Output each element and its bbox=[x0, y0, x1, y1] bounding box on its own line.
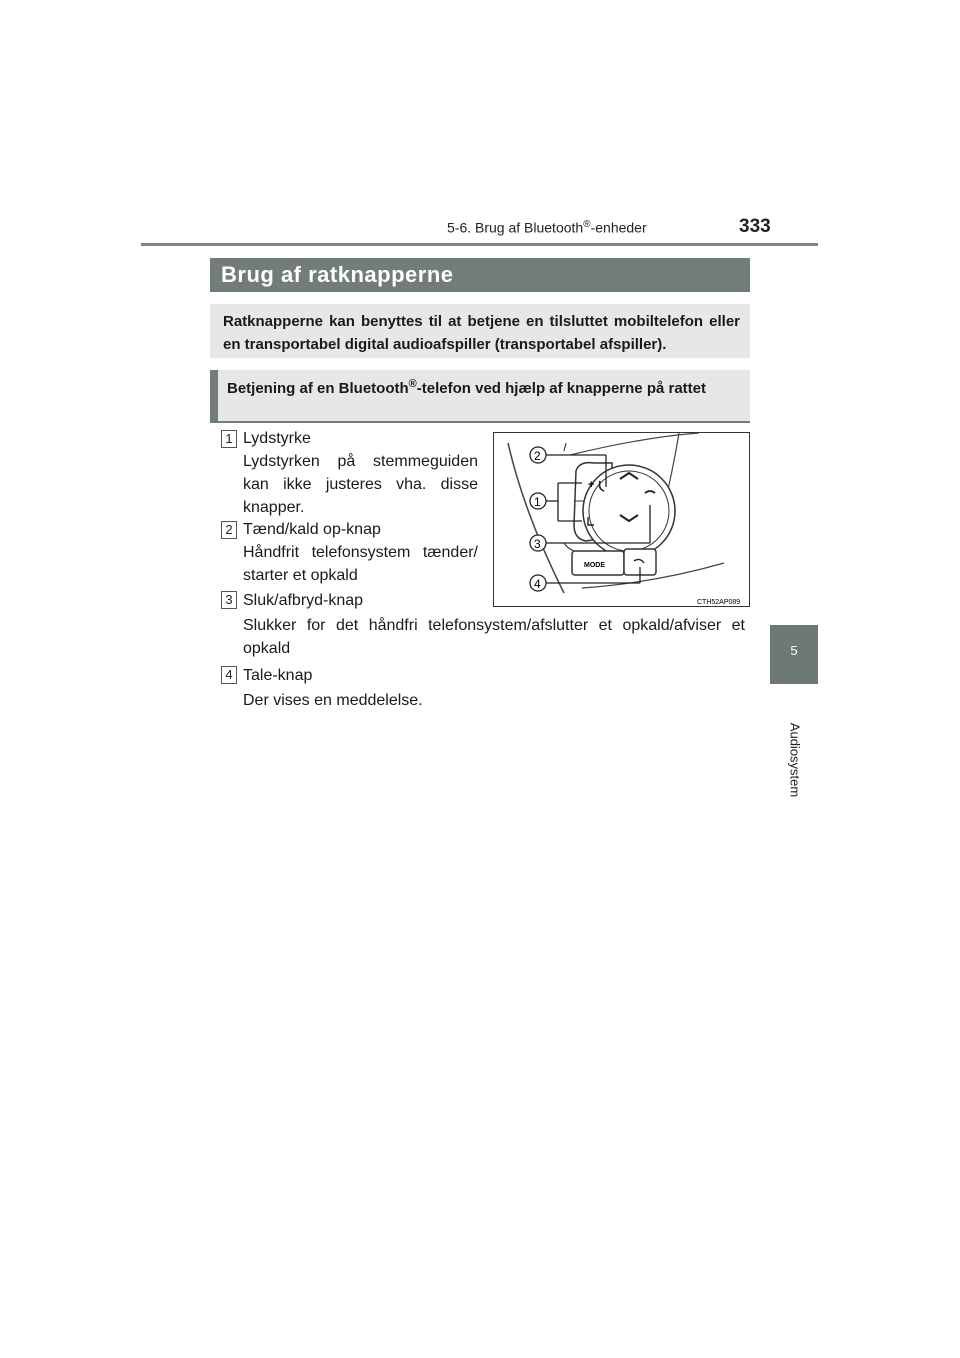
item-description: Lydstyrken på stemmeguiden kan ikke justeres vha. disse knapper. bbox=[243, 453, 478, 516]
figure-code: CTH52AP089 bbox=[697, 599, 741, 606]
section-title: Brug af ratknapperne bbox=[221, 262, 454, 287]
steering-switch-figure bbox=[493, 432, 750, 607]
side-tab-label-text: Audiosystem bbox=[787, 722, 803, 798]
subsection-title-prefix: Betjening af en Bluetooth bbox=[227, 380, 409, 397]
page-number: 333 bbox=[739, 216, 771, 237]
item-number: 3 bbox=[221, 591, 237, 609]
plus-label: + bbox=[588, 479, 595, 491]
controller-inner-ring bbox=[589, 471, 669, 551]
mode-label: MODE bbox=[584, 562, 605, 569]
callout-2-label: 2 bbox=[534, 449, 541, 463]
wheel-rim-line bbox=[508, 443, 564, 593]
side-tab-number: 5 bbox=[790, 643, 798, 658]
subsection-title-reg: ® bbox=[408, 378, 417, 390]
header-section bbox=[447, 219, 647, 236]
item-description: Der vises en meddelelse. bbox=[243, 692, 423, 709]
subsection-box bbox=[210, 370, 750, 421]
item-description: Slukker for det håndfri telefonsystem/afslutter et opkald/afviser et opkald bbox=[243, 617, 745, 657]
item-title: Tænd/kald op-knap bbox=[243, 521, 381, 538]
subsection-rule bbox=[210, 421, 750, 423]
subsection-title bbox=[227, 373, 742, 400]
callout-4-label: 4 bbox=[534, 577, 541, 591]
item-title: Tale-knap bbox=[243, 667, 313, 684]
item-title: Lydstyrke bbox=[243, 430, 311, 447]
steering-switch-illustration bbox=[494, 433, 751, 608]
item-description: Håndfrit telefonsystem tænder/ starter et opkald bbox=[243, 544, 478, 584]
callout-1-label: 1 bbox=[534, 495, 541, 509]
side-tab-label bbox=[781, 690, 809, 830]
item-number: 1 bbox=[221, 430, 237, 448]
callout-3-label: 3 bbox=[534, 537, 541, 551]
item-number: 4 bbox=[221, 666, 237, 684]
item-number: 2 bbox=[221, 521, 237, 539]
intro-text: Ratknapperne kan benyttes til at betjene en tilsluttet mobiltelefon eller en transportabel digital audioafspiller (transportabel afspiller). bbox=[223, 313, 740, 353]
section-title-bar bbox=[210, 258, 750, 292]
side-tab bbox=[770, 625, 818, 684]
intro-box bbox=[210, 304, 750, 358]
subsection-title-suffix: -telefon ved hjælp af knapperne på rattet bbox=[416, 380, 706, 397]
header-section-prefix: 5-6. Brug af Bluetooth bbox=[447, 219, 584, 236]
wheel-top-line bbox=[570, 433, 699, 455]
header-rule bbox=[141, 243, 818, 246]
wheel-edge-line bbox=[564, 443, 566, 451]
item-title: Sluk/afbryd-knap bbox=[243, 592, 364, 609]
header-section-reg: ® bbox=[583, 219, 591, 230]
header-section-suffix: -enheder bbox=[590, 219, 647, 236]
